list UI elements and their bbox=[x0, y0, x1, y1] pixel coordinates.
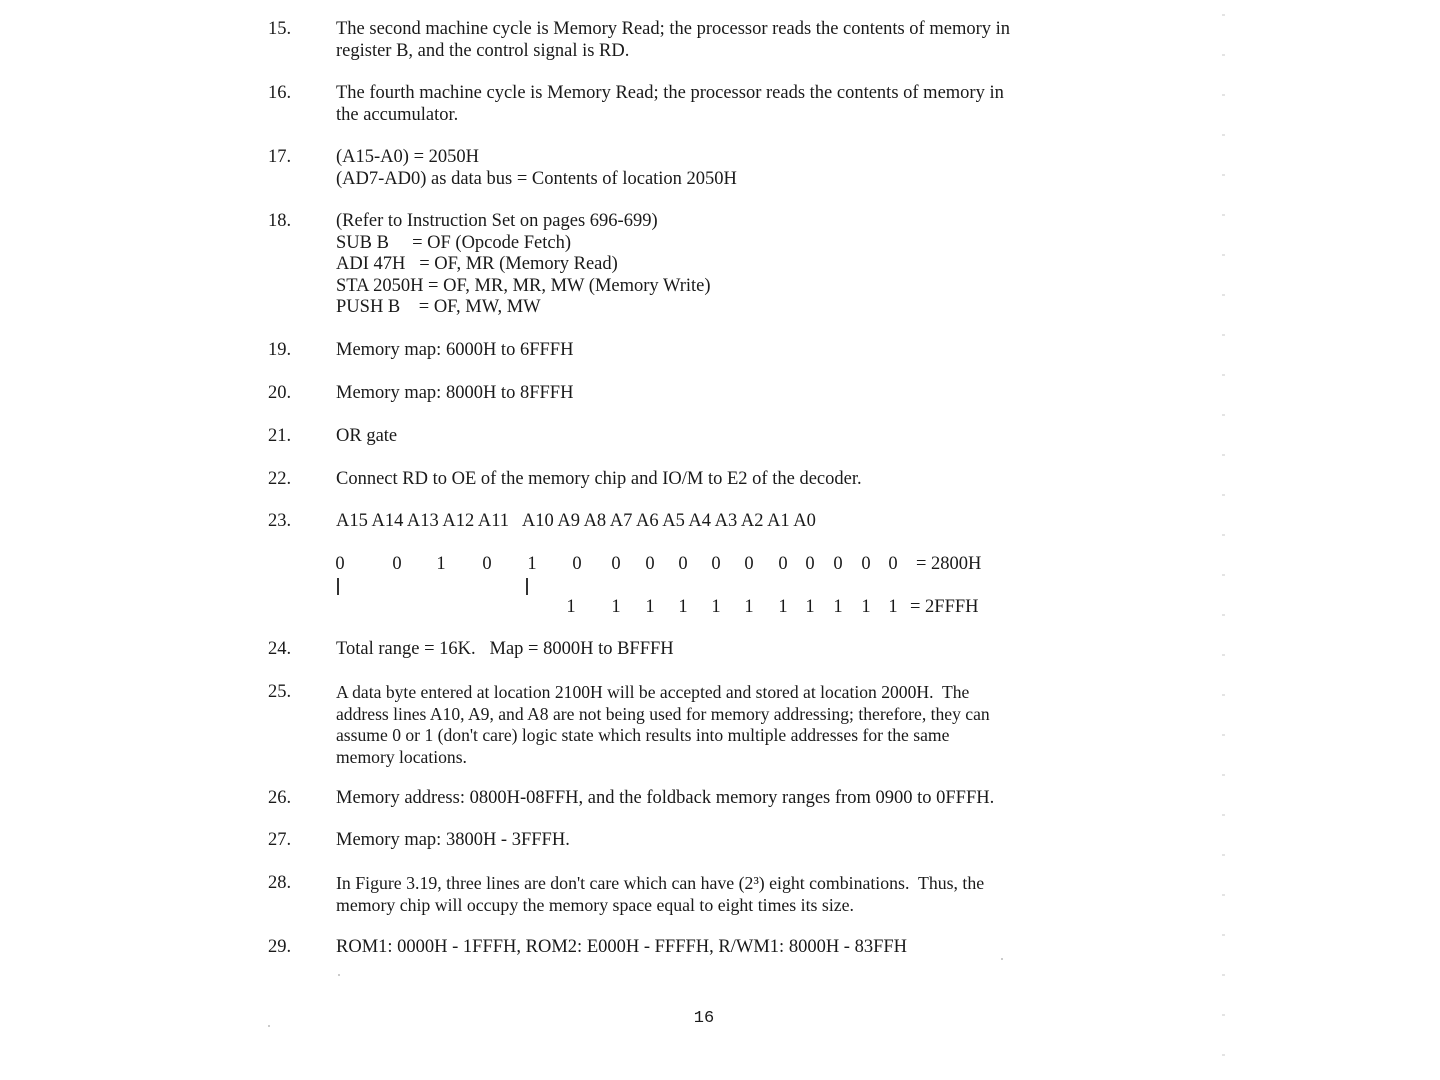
scan-speck bbox=[338, 974, 340, 976]
item-number: 28. bbox=[268, 873, 292, 893]
start-bit-13: 0 bbox=[833, 554, 843, 574]
end-bit-4: 1 bbox=[711, 597, 721, 617]
row-result-end: = 2FFFH bbox=[910, 597, 979, 617]
end-bit-6: 1 bbox=[778, 597, 788, 617]
item-text bbox=[336, 383, 1141, 405]
item-number: 23. bbox=[268, 511, 292, 531]
item-number: 25. bbox=[268, 682, 292, 702]
item-text bbox=[336, 147, 1141, 190]
end-bit-7: 1 bbox=[805, 597, 815, 617]
text-line: memory locations. bbox=[336, 746, 467, 767]
end-bit-2: 1 bbox=[645, 597, 655, 617]
text-line: (A15-A0) = 2050H bbox=[336, 147, 479, 167]
item-number: 18. bbox=[268, 211, 292, 231]
scan-edge-artifact bbox=[1222, 0, 1225, 1060]
end-bit-3: 1 bbox=[678, 597, 688, 617]
start-bit-1: 0 bbox=[392, 554, 402, 574]
item-number: 19. bbox=[268, 340, 292, 360]
tick-mark bbox=[526, 578, 528, 595]
text-line: address lines A10, A9, and A8 are not being used for memory addressing; therefore, they can bbox=[336, 703, 990, 724]
end-bit-1: 1 bbox=[611, 597, 621, 617]
start-bit-0: 0 bbox=[335, 554, 345, 574]
text-line: SUB B = OF (Opcode Fetch) bbox=[336, 232, 571, 253]
item-number: 21. bbox=[268, 426, 292, 446]
end-bit-9: 1 bbox=[861, 597, 871, 617]
end-bit-8: 1 bbox=[833, 597, 843, 617]
text-line: ROM1: 0000H - 1FFFH, ROM2: E000H - FFFFH, R/WM1: 8000H - 83FFH bbox=[336, 937, 908, 957]
item-text bbox=[336, 19, 1141, 62]
row-result-start: = 2800H bbox=[916, 554, 982, 574]
text-line: assume 0 or 1 (don't care) logic state which results into multiple addresses for the same bbox=[336, 725, 950, 745]
text-line: (AD7-AD0) as data bus = Contents of location 2050H bbox=[336, 168, 737, 189]
text-line: A15 A14 A13 A12 A11 A10 A9 A8 A7 A6 A5 A4 A3 A2 A1 A0 bbox=[336, 511, 816, 531]
text-line: A data byte entered at location 2100H will be accepted and stored at location 2000H. The bbox=[336, 682, 970, 702]
item-number: 17. bbox=[268, 147, 292, 167]
page-number: 16 bbox=[693, 1009, 715, 1028]
item-number: 16. bbox=[268, 83, 292, 103]
start-bit-2: 1 bbox=[436, 554, 446, 574]
text-line: memory chip will occupy the memory space equal to eight times its size. bbox=[336, 894, 854, 915]
text-line: Memory address: 0800H-08FFH, and the foldback memory ranges from 0900 to 0FFFH. bbox=[336, 788, 995, 808]
text-line: Memory map: 8000H to 8FFFH bbox=[336, 383, 574, 403]
start-bit-3: 0 bbox=[482, 554, 492, 574]
start-bit-14: 0 bbox=[861, 554, 871, 574]
text-line: register B, and the control signal is RD. bbox=[336, 40, 630, 61]
item-text bbox=[336, 682, 1141, 768]
item-number: 22. bbox=[268, 469, 292, 489]
tick-mark bbox=[337, 578, 339, 595]
item-text bbox=[336, 83, 1141, 126]
item-text bbox=[336, 639, 1141, 661]
item-text bbox=[336, 873, 1141, 916]
start-bit-9: 0 bbox=[711, 554, 721, 574]
item-number: 27. bbox=[268, 830, 292, 850]
end-bit-10: 1 bbox=[888, 597, 898, 617]
text-line: OR gate bbox=[336, 426, 398, 446]
item-number: 15. bbox=[268, 19, 292, 39]
end-bit-5: 1 bbox=[744, 597, 754, 617]
text-line: Total range = 16K. Map = 8000H to BFFFH bbox=[336, 639, 674, 659]
text-line: (Refer to Instruction Set on pages 696-699) bbox=[336, 211, 658, 231]
item-text bbox=[336, 788, 1141, 810]
text-line: STA 2050H = OF, MR, MR, MW (Memory Write) bbox=[336, 275, 711, 296]
item-text bbox=[336, 211, 1141, 319]
text-line: The second machine cycle is Memory Read; the processor reads the contents of memory in bbox=[336, 19, 1011, 39]
start-bit-10: 0 bbox=[744, 554, 754, 574]
end-bit-0: 1 bbox=[566, 597, 576, 617]
start-bit-5: 0 bbox=[572, 554, 582, 574]
item-number: 24. bbox=[268, 639, 292, 659]
start-bit-6: 0 bbox=[611, 554, 621, 574]
item-text bbox=[336, 340, 1141, 362]
item-text bbox=[336, 469, 1141, 491]
item-text bbox=[336, 937, 1141, 959]
start-bit-7: 0 bbox=[645, 554, 655, 574]
text-line: ADI 47H = OF, MR (Memory Read) bbox=[336, 254, 618, 274]
item-number: 29. bbox=[268, 937, 292, 957]
start-bit-15: 0 bbox=[888, 554, 898, 574]
start-bit-8: 0 bbox=[678, 554, 688, 574]
item-number: 20. bbox=[268, 383, 292, 403]
item-number: 26. bbox=[268, 788, 292, 808]
text-line: Connect RD to OE of the memory chip and IO/M to E2 of the decoder. bbox=[336, 469, 862, 489]
item-text bbox=[336, 830, 1141, 852]
text-line: Memory map: 3800H - 3FFFH. bbox=[336, 830, 570, 850]
text-line: Memory map: 6000H to 6FFFH bbox=[336, 340, 574, 360]
text-line: The fourth machine cycle is Memory Read; the processor reads the contents of memory in bbox=[336, 83, 1004, 103]
address-line-header bbox=[336, 511, 1141, 533]
start-bit-4: 1 bbox=[527, 554, 537, 574]
start-bit-12: 0 bbox=[805, 554, 815, 574]
item-text bbox=[336, 426, 1141, 448]
text-line: PUSH B = OF, MW, MW bbox=[336, 297, 541, 317]
text-line: the accumulator. bbox=[336, 104, 459, 125]
text-line: In Figure 3.19, three lines are don't care which can have (2³) eight combinations. Thus, the bbox=[336, 873, 985, 893]
start-bit-11: 0 bbox=[778, 554, 788, 574]
